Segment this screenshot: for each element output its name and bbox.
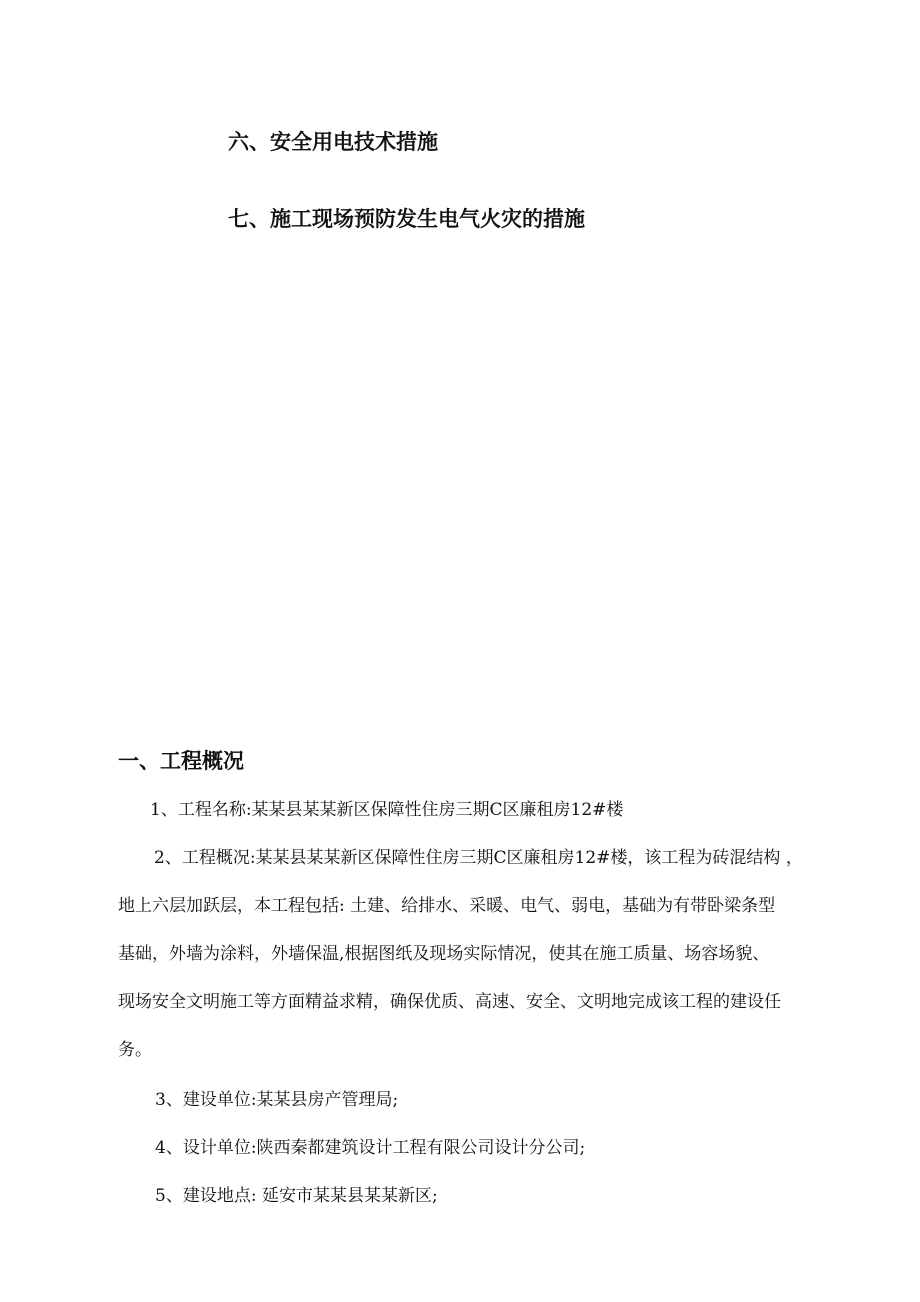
construction-site-item: 5、建设地点: 延安市某某县某某新区; (155, 1186, 438, 1206)
toc-item-6: 六、安全用电技术措施 (228, 130, 438, 154)
section-heading: 一、工程概况 (118, 749, 244, 773)
client-unit-item: 3、建设单位:某某县房产管理局; (155, 1090, 399, 1110)
project-overview-paragraph (118, 834, 868, 1074)
paragraph-line: 基础，外墙为涂料，外墙保温,根据图纸及现场实际情况，使其在施工质量、场容场貌、 (118, 944, 770, 964)
project-name-item: 1、工程名称:某某县某某新区保障性住房三期C区廉租房12#楼 (150, 800, 624, 820)
paragraph-line: 现场安全文明施工等方面精益求精，确保优质、高速、安全、文明地完成该工程的建设任 (118, 992, 781, 1012)
toc-item-7: 七、施工现场预防发生电气火灾的措施 (228, 207, 585, 231)
design-unit-item: 4、设计单位:陕西秦都建筑设计工程有限公司设计分公司; (155, 1138, 586, 1158)
paragraph-line: 务。 (118, 1040, 152, 1060)
paragraph-line: 2、工程概况:某某县某某新区保障性住房三期C区廉租房12#楼，该工程为砖混结构 ， (154, 848, 803, 868)
paragraph-line: 地上六层加跃层，本工程包括: 土建、给排水、采暖、电气、弱电，基础为有带卧梁条型 (118, 896, 776, 916)
